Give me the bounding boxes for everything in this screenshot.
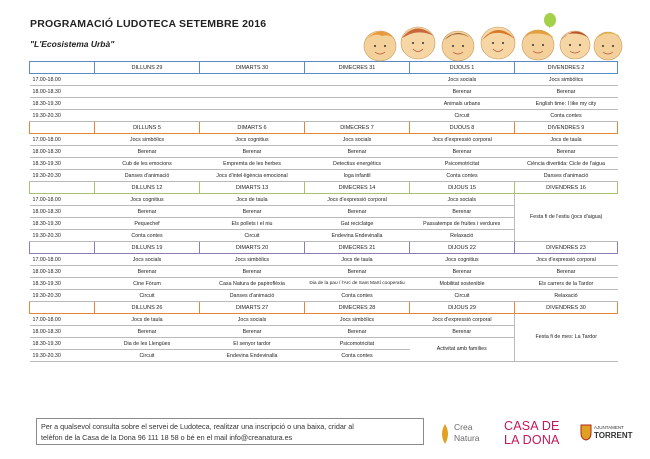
contact-line-2: telèfon de la Casa de la Dona 96 111 18 58 o bé en el mail info@creanatura.es xyxy=(41,433,293,442)
activity-cell: Circuit xyxy=(410,290,515,302)
activity-cell: Jocs de taula xyxy=(200,194,305,206)
torrent-logo xyxy=(580,419,633,451)
activity-cell: Jocs cognitius xyxy=(200,134,305,146)
schedule-table xyxy=(29,61,618,362)
time-slot: 17.00-18.00 xyxy=(30,254,95,266)
week-header xyxy=(30,182,618,194)
activity-cell xyxy=(305,110,410,122)
week-header xyxy=(30,62,618,74)
activity-cell: Relaxació xyxy=(410,230,515,242)
activity-cell: Jocs d'expressió corporal xyxy=(410,314,515,326)
day-header: DIJOUS 1 xyxy=(410,62,515,74)
activity-cell xyxy=(200,110,305,122)
schedule-row xyxy=(30,110,618,122)
activity-cell: Jocs d'expressió corporal xyxy=(410,134,515,146)
activity-cell xyxy=(95,98,200,110)
activity-cell: Jocs socials xyxy=(410,74,515,86)
activity-cell xyxy=(95,110,200,122)
activity-cell: Danses d'animació xyxy=(200,290,305,302)
activity-cell: Empremta de les herbes xyxy=(200,158,305,170)
day-header: DILLUNS 29 xyxy=(95,62,200,74)
casa-logo-top: CASA DE xyxy=(504,419,560,433)
time-slot: 17.00-18.00 xyxy=(30,134,95,146)
activity-cell xyxy=(305,98,410,110)
torrent-logo-top: AJUNTAMENT xyxy=(594,425,624,430)
activity-cell: Psicomotricitat xyxy=(305,338,410,350)
time-slot: 17.00-18.00 xyxy=(30,314,95,326)
activity-cell: Jocs socials xyxy=(305,134,410,146)
activity-cell: Jocs de taula xyxy=(95,314,200,326)
activity-cell: Berenar xyxy=(200,146,305,158)
casa-logo-bottom: LA DONA xyxy=(504,433,560,447)
crea-logo-top: Crea xyxy=(454,422,473,432)
day-header: DILLUNS 26 xyxy=(95,302,200,314)
day-header: DIMARTS 27 xyxy=(200,302,305,314)
activity-cell xyxy=(200,98,305,110)
activity-cell: Endevina Endevinalla xyxy=(200,350,305,362)
activity-cell: Jocs cognitius xyxy=(410,254,515,266)
activity-cell xyxy=(200,74,305,86)
page-title: PROGRAMACIÓ LUDOTECA SETEMBRE 2016 xyxy=(30,18,267,30)
day-header: DILLUNS 5 xyxy=(95,122,200,134)
time-slot: 18.00-18.30 xyxy=(30,86,95,98)
activity-cell xyxy=(305,86,410,98)
week-header-corner xyxy=(30,242,95,254)
day-header: DIMARTS 20 xyxy=(200,242,305,254)
crea-logo-bottom: Natura xyxy=(454,433,480,443)
time-slot: 19.30-20.30 xyxy=(30,110,95,122)
time-slot: 18.00-18.30 xyxy=(30,146,95,158)
activity-cell: Jocs cognitius xyxy=(95,194,200,206)
time-slot: 19.30-20.30 xyxy=(30,290,95,302)
activity-cell: Els carrers de la Tardor xyxy=(515,278,618,290)
activity-cell: Berenar xyxy=(95,326,200,338)
contact-info xyxy=(36,418,424,445)
activity-cell: Els pollets i el niu xyxy=(200,218,305,230)
activity-cell: Berenar xyxy=(200,206,305,218)
activity-cell: Danses d'animació xyxy=(95,170,200,182)
time-slot: 17.00-18.00 xyxy=(30,74,95,86)
activity-cell-merged: Festa fi de l'estiu (jocs d'aigua) xyxy=(515,194,618,242)
activity-cell: Pequechef xyxy=(95,218,200,230)
activity-cell: Berenar xyxy=(410,206,515,218)
activity-cell: Jocs socials xyxy=(410,194,515,206)
schedule-row xyxy=(30,158,618,170)
activity-cell: Jocs de taula xyxy=(305,254,410,266)
time-slot: 18.00-18.30 xyxy=(30,266,95,278)
activity-cell: Circuit xyxy=(410,110,515,122)
activity-cell: Casa Natura de papiroflèxia xyxy=(200,278,305,290)
activity-cell: Conta contes xyxy=(305,290,410,302)
activity-cell: Dia de les Llengües xyxy=(95,338,200,350)
activity-cell: Jocs simbòlics xyxy=(305,314,410,326)
activity-cell: Relaxació xyxy=(515,290,618,302)
schedule-row xyxy=(30,74,618,86)
activity-cell: Berenar xyxy=(305,206,410,218)
activity-cell: Conta contes xyxy=(410,170,515,182)
day-header: DIJOUS 22 xyxy=(410,242,515,254)
activity-cell: Animals urbans xyxy=(410,98,515,110)
activity-cell: Jocs socials xyxy=(200,314,305,326)
activity-cell: Berenar xyxy=(200,266,305,278)
activity-cell xyxy=(200,86,305,98)
activity-cell: Berenar xyxy=(410,86,515,98)
time-slot: 18.30-19.30 xyxy=(30,158,95,170)
time-slot: 18.00-18.30 xyxy=(30,326,95,338)
day-header: DIMECRES 31 xyxy=(305,62,410,74)
time-slot: 19.30-20.30 xyxy=(30,230,95,242)
activity-cell: Ciència divertida: Cicle de l'aigua xyxy=(515,158,618,170)
activity-cell: Berenar xyxy=(410,266,515,278)
activity-cell: Circuit xyxy=(95,350,200,362)
day-header: DIVENDRES 23 xyxy=(515,242,618,254)
activity-cell: Jocs de taula xyxy=(515,134,618,146)
day-header: DILLUNS 19 xyxy=(95,242,200,254)
time-slot: 18.30-19.30 xyxy=(30,98,95,110)
day-header: DIJOUS 8 xyxy=(410,122,515,134)
activity-cell: Conta contes xyxy=(515,110,618,122)
day-header: DIJOUS 29 xyxy=(410,302,515,314)
activity-cell: Berenar xyxy=(95,266,200,278)
day-header: DIVENDRES 2 xyxy=(515,62,618,74)
schedule-row xyxy=(30,314,618,326)
day-header: DIVENDRES 9 xyxy=(515,122,618,134)
crest-icon xyxy=(580,423,592,441)
activity-cell: Detectius energètics xyxy=(305,158,410,170)
activity-cell-merged: Festa fi de mes: La Tardor xyxy=(515,314,618,362)
activity-cell: Danses d'animació xyxy=(515,170,618,182)
activity-cell: Cine Fòrum xyxy=(95,278,200,290)
time-slot: 18.30-19.30 xyxy=(30,218,95,230)
schedule-row xyxy=(30,278,618,290)
activity-cell: Berenar xyxy=(410,326,515,338)
activity-cell xyxy=(305,74,410,86)
week-header-corner xyxy=(30,182,95,194)
activity-cell: Conta contes xyxy=(95,230,200,242)
activity-cell: Passatemps de fruites i verdures xyxy=(410,218,515,230)
activity-cell: Psicomotricitat xyxy=(410,158,515,170)
time-slot: 18.30-19.30 xyxy=(30,278,95,290)
activity-cell: Jocs simbòlics xyxy=(95,134,200,146)
activity-cell: Berenar xyxy=(410,146,515,158)
activity-cell: Jocs socials xyxy=(95,254,200,266)
time-slot: 17.00-18.00 xyxy=(30,194,95,206)
week-header xyxy=(30,302,618,314)
activity-cell-merged: Activitat amb famílies xyxy=(410,338,515,362)
activity-cell: Berenar xyxy=(200,326,305,338)
time-slot: 18.30-19.30 xyxy=(30,338,95,350)
activity-cell: Jocs d'expressió corporal xyxy=(515,254,618,266)
day-header: DIJOUS 15 xyxy=(410,182,515,194)
torrent-logo-bottom: TORRENT xyxy=(594,431,633,440)
day-header: DIMARTS 13 xyxy=(200,182,305,194)
activity-cell: Jocs d'expressió corporal xyxy=(305,194,410,206)
day-header: DIMECRES 7 xyxy=(305,122,410,134)
activity-cell: Berenar xyxy=(95,146,200,158)
children-illustration xyxy=(360,10,625,68)
activity-cell: Conta contes xyxy=(305,350,410,362)
activity-cell: Jocs simbòlics xyxy=(200,254,305,266)
crea-natura-logo xyxy=(438,421,503,447)
day-header: DIMARTS 30 xyxy=(200,62,305,74)
activity-cell: Ioga infantil xyxy=(305,170,410,182)
schedule-row xyxy=(30,146,618,158)
week-header-corner xyxy=(30,122,95,134)
activity-cell: Jocs simbòlics xyxy=(515,74,618,86)
schedule-row xyxy=(30,134,618,146)
schedule-row xyxy=(30,86,618,98)
day-header: DILLUNS 12 xyxy=(95,182,200,194)
schedule-row xyxy=(30,290,618,302)
page-subtitle: "L'Ecosistema Urbà" xyxy=(30,39,115,49)
activity-cell: Gat reciclatge xyxy=(305,218,410,230)
day-header: DIMECRES 14 xyxy=(305,182,410,194)
schedule-row xyxy=(30,194,618,206)
week-header xyxy=(30,242,618,254)
activity-cell xyxy=(95,74,200,86)
activity-cell: Berenar xyxy=(305,326,410,338)
activity-cell: El senyor tardor xyxy=(200,338,305,350)
day-header: DIMECRES 28 xyxy=(305,302,410,314)
activity-cell: Circuit xyxy=(200,230,305,242)
week-header xyxy=(30,122,618,134)
activity-cell: Endevina Endevinalla xyxy=(305,230,410,242)
leaf-icon xyxy=(438,422,452,446)
activity-cell: Jocs d'intel·ligència emocional xyxy=(200,170,305,182)
activity-cell: Berenar xyxy=(515,146,618,158)
activity-cell: Berenar xyxy=(515,86,618,98)
time-slot: 19.30-20.30 xyxy=(30,170,95,182)
activity-cell xyxy=(95,86,200,98)
schedule-row xyxy=(30,254,618,266)
day-header: DIVENDRES 30 xyxy=(515,302,618,314)
activity-cell: English time: I like my city xyxy=(515,98,618,110)
time-slot: 19.30-20.30 xyxy=(30,350,95,362)
schedule-row xyxy=(30,266,618,278)
day-header: DIMECRES 21 xyxy=(305,242,410,254)
activity-cell: Circuit xyxy=(95,290,200,302)
activity-cell: Mobilitat sostenible xyxy=(410,278,515,290)
day-header: DIVENDRES 16 xyxy=(515,182,618,194)
activity-cell: Berenar xyxy=(95,206,200,218)
activity-cell: Berenar xyxy=(515,266,618,278)
schedule-row xyxy=(30,170,618,182)
activity-cell: Berenar xyxy=(305,146,410,158)
week-header-corner xyxy=(30,302,95,314)
casa-de-la-dona-logo xyxy=(504,419,572,451)
contact-line-1: Per a qualsevol consulta sobre el servei de Ludoteca, realitzar una inscripció o una baixa, cridar al xyxy=(41,422,354,431)
activity-cell: Cub de les emocions xyxy=(95,158,200,170)
schedule-row xyxy=(30,98,618,110)
activity-cell: Dia de la pau / l'Arc de Sant Martí cooperatiu xyxy=(305,278,410,290)
activity-cell: Berenar xyxy=(305,266,410,278)
week-header-corner xyxy=(30,62,95,74)
time-slot: 18.00-18.30 xyxy=(30,206,95,218)
day-header: DIMARTS 6 xyxy=(200,122,305,134)
